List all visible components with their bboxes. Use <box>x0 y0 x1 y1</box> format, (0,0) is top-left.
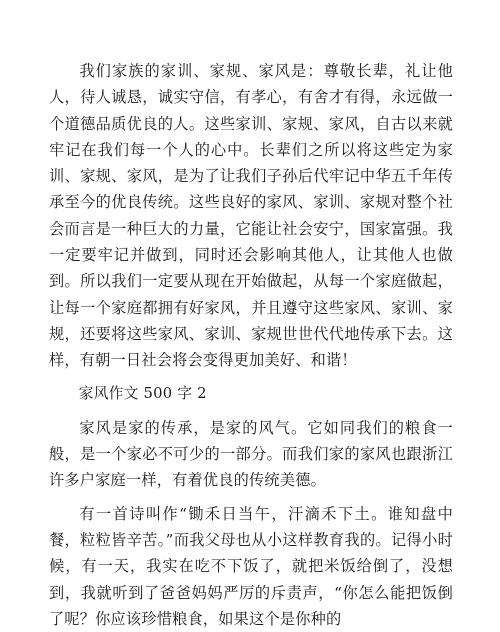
document-body <box>49 58 453 632</box>
paragraph-family-tradition: 家风是家的传承，是家的风气。它如同我们的粮食一般，是一个家必不可少的一部分。而我们家的家风也跟浙江许多户家庭一样，有着优良的传统美德。 <box>49 418 453 490</box>
essay-heading: 家风作文 500 字 2 <box>78 384 207 402</box>
paragraph-poem-story: 有一首诗叫作“锄禾日当午，汗滴禾下土。谁知盘中餐，粒粒皆辛苦。”而我父母也从小这样教育我的。记得小时候，有一天，我实在吃不下饭了，就把米饭给倒了，没想到，我就听到了爸爸妈妈严厉的斥责声，“你怎么能把饭倒了呢？你应该珍惜粮食，如果这个是你种的 <box>49 504 453 628</box>
paragraph-family-motto: 我们家族的家训、家规、家风是：尊敬长辈，礼让他人，待人诚恳，诚实守信，有孝心，有舍才有得，永远做一个道德品质优良的人。这些家训、家规、家风，自古以来就牢记在我们每一个人的心中。长辈们之所以将这些定为家训、家规、家风，是为了让我们子孙后代牢记中华五千年传承至今的优良传统。这些良好的家风、家训、家规对整个社会而言是一种巨大的力量，它能让社会安宁，国家富强。我一定要牢记并做到，同时还会影响其他人，让其他人也做到。所以我们一定要从现在开始做起，从每一个家庭做起，让每一个家庭都拥有好家风，并且遵守这些家风、家训、家规，还要将这些家风、家训、家规世世代代地传承下去。这样，有朝一日社会将会变得更加美好、和谐！ <box>49 62 453 370</box>
